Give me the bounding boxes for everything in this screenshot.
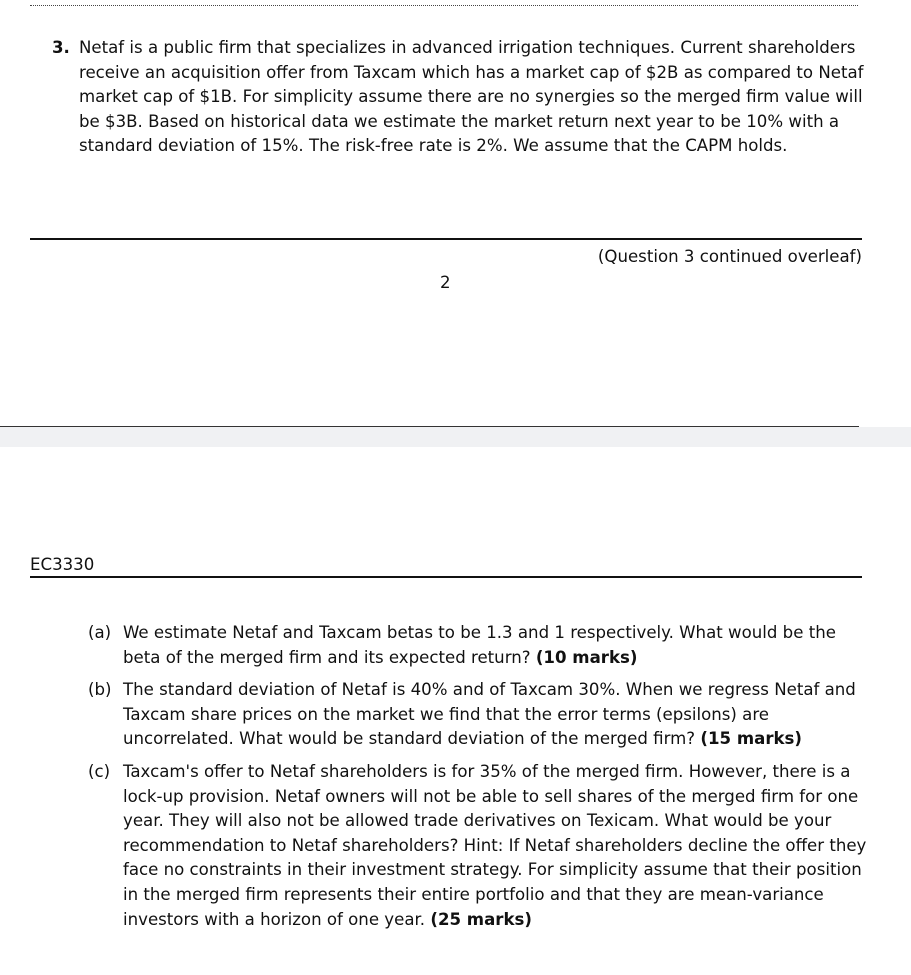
question-3 — [52, 36, 872, 159]
top-dotted-rule — [30, 5, 858, 6]
part-c — [88, 760, 878, 932]
page-gap — [0, 427, 911, 447]
part-text: We estimate Netaf and Taxcam betas to be 1.3 and 1 respectively. What would be the beta of the merged firm and its expected return? — [123, 623, 836, 667]
part-label: (b) — [88, 680, 112, 700]
page-number: 2 — [440, 273, 451, 292]
question-number: 3. — [52, 38, 70, 57]
course-code: EC3330 — [30, 555, 95, 574]
page-header-rule — [30, 576, 862, 578]
part-a — [88, 621, 878, 670]
part-label: (a) — [88, 623, 112, 642]
part-marks: (25 marks) — [430, 909, 532, 929]
part-marks: (10 marks) — [535, 647, 638, 667]
question-text: Netaf is a public firm that specializes in advanced irrigation techniques. Current shareholders receive an acquisition offer from Taxcam which has a market cap of $2B as compared to Netaf market cap of $1B. For simplicity assume there are no synergies so the merged firm value will be $3B. Based on historical data we estimate the market return next year to be 10% with a standard deviation of 15%. The risk-free rate is 2%. We assume that the CAPM holds. — [79, 38, 864, 156]
page-footer-rule — [30, 238, 862, 240]
part-text: The standard deviation of Netaf is 40% and of Taxcam 30%. When we regress Netaf and Taxcam share prices on the market we find that the error terms (epsilons) are uncorrelated. What would be standard deviation of the merged firm? — [123, 680, 856, 749]
part-b — [88, 678, 878, 752]
continued-note: (Question 3 continued overleaf) — [597, 247, 862, 266]
part-text: Taxcam's offer to Netaf shareholders is for 35% of the merged firm. However, there is a lock-up provision. Netaf owners will not be able to sell shares of the merged firm for one year. They will also not be allowed trade derivatives on Texicam. What would be your recommendation to Netaf shareholders? Hint: If Netaf shareholders decline the offer they face no constraints in their investment strategy. For simplicity assume that their position in the merged firm represents their entire portfolio and that they are mean-variance investors with a horizon of one year. — [123, 761, 867, 929]
part-marks: (15 marks) — [700, 729, 803, 749]
part-label: (c) — [88, 761, 111, 781]
question-parts — [88, 621, 878, 940]
